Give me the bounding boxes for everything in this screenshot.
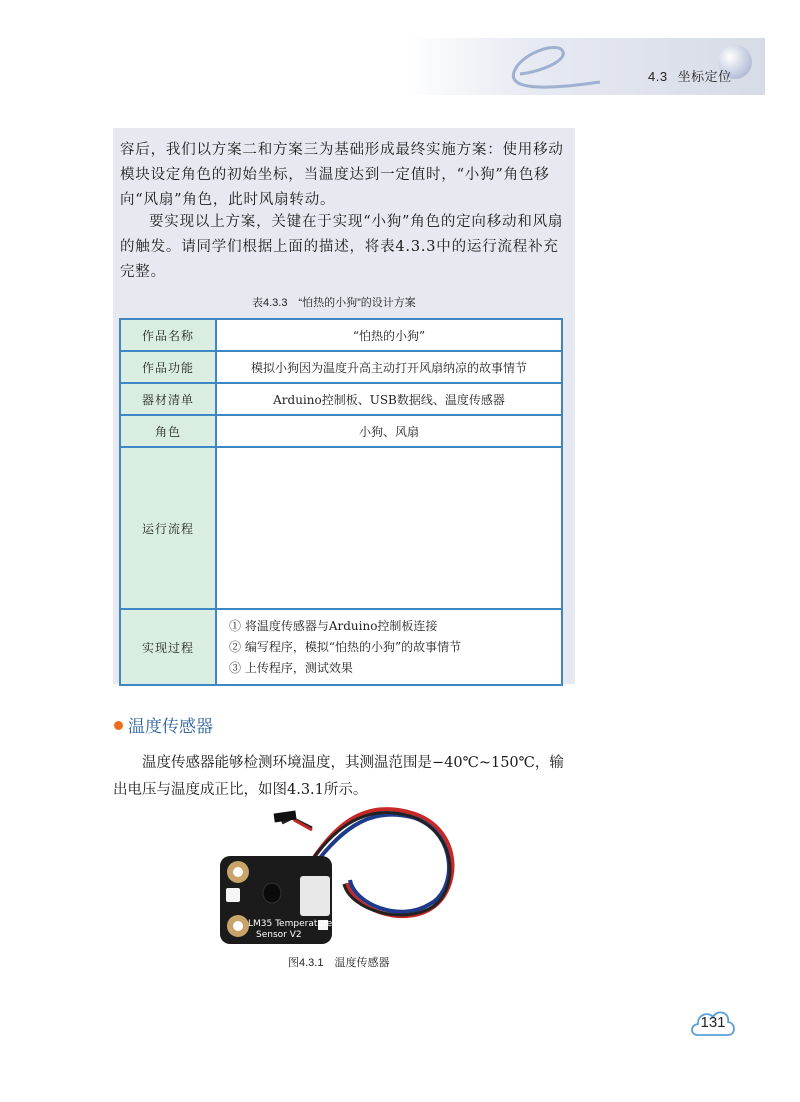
table-row bbox=[120, 383, 562, 415]
running-header bbox=[648, 66, 732, 85]
row-value: Arduino控制板、USB数据线、温度传感器 bbox=[216, 383, 562, 415]
board-label-line1: LM35 Temperature bbox=[248, 919, 333, 929]
board-label-line2: Sensor V2 bbox=[256, 930, 302, 940]
section-title: 温度传感器 bbox=[128, 717, 213, 736]
page-number: 131 bbox=[700, 1014, 726, 1031]
header-section-title: 坐标定位 bbox=[677, 69, 732, 84]
section-bullet-icon bbox=[114, 721, 123, 730]
row-label: 器材清单 bbox=[120, 383, 216, 415]
row-label: 作品功能 bbox=[120, 351, 216, 383]
header-section-number: 4.3 bbox=[648, 69, 668, 84]
table-row bbox=[120, 609, 562, 685]
table-row bbox=[120, 319, 562, 351]
row-label: 角色 bbox=[120, 415, 216, 447]
table-row bbox=[120, 447, 562, 609]
design-table bbox=[119, 318, 563, 686]
process-step: ② 编写程序，模拟“怕热的小狗”的故事情节 bbox=[229, 639, 462, 654]
process-step: ③ 上传程序，测试效果 bbox=[229, 660, 353, 675]
table-row bbox=[120, 351, 562, 383]
row-value: 小狗、风扇 bbox=[216, 415, 562, 447]
panel-paragraph-2: 要实现以上方案，关键在于实现“小狗”角色的定向移动和风扇的触发。请同学们根据上面的描述，将表4.3.3中的运行流程补充完整。 bbox=[120, 214, 564, 280]
run-flow-blank bbox=[216, 447, 562, 609]
process-steps bbox=[216, 609, 562, 685]
process-step: ① 将温度传感器与Arduino控制板连接 bbox=[229, 618, 438, 633]
row-value: 模拟小狗因为温度升高主动打开风扇纳凉的故事情节 bbox=[216, 351, 562, 383]
row-label: 作品名称 bbox=[120, 319, 216, 351]
header-e-logo bbox=[500, 42, 610, 92]
table-row bbox=[120, 415, 562, 447]
section-body: 温度传感器能够检测环境温度，其测温范围是−40℃~150℃，输出电压与温度成正比，如图4.3.1所示。 bbox=[113, 755, 564, 798]
row-label: 实现过程 bbox=[120, 609, 216, 685]
figure-caption: 图4.3.1 温度传感器 bbox=[288, 957, 390, 969]
panel-paragraph-1: 容后，我们以方案二和方案三为基础形成最终实施方案：使用移动模块设定角色的初始坐标，当温度达到一定值时，“小狗”角色移向“风扇”角色，此时风扇转动。 bbox=[120, 142, 564, 208]
temperature-sensor-photo bbox=[212, 798, 472, 948]
table-caption: 表4.3.3 “怕热的小狗”的设计方案 bbox=[252, 297, 416, 309]
row-label: 运行流程 bbox=[120, 447, 216, 609]
row-value: “怕热的小狗” bbox=[216, 319, 562, 351]
